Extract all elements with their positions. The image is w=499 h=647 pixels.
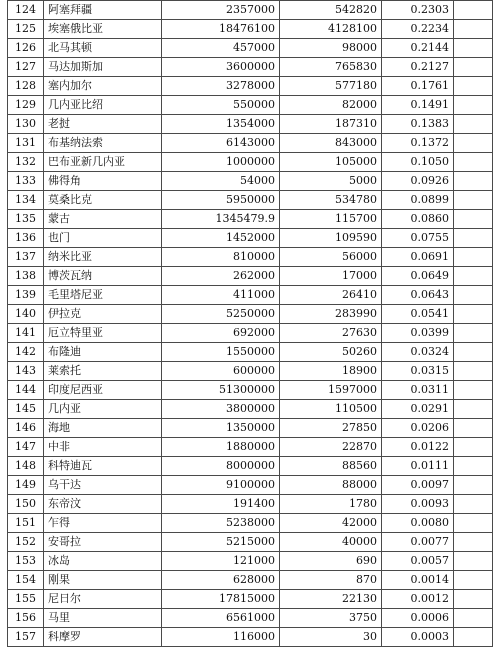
population-cell: 3800000	[162, 400, 280, 419]
value-cell: 88560	[280, 457, 382, 476]
population-cell: 600000	[162, 362, 280, 381]
table-row	[8, 1, 493, 20]
rank-cell: 135	[8, 210, 44, 229]
empty-cell	[454, 533, 493, 552]
empty-cell	[454, 343, 493, 362]
country-name-cell: 毛里塔尼亚	[44, 286, 162, 305]
rank-cell: 134	[8, 191, 44, 210]
population-cell: 1345479.9	[162, 210, 280, 229]
ratio-cell: 0.0649	[382, 267, 454, 286]
value-cell: 82000	[280, 96, 382, 115]
population-cell: 810000	[162, 248, 280, 267]
ratio-cell: 0.0860	[382, 210, 454, 229]
ratio-cell: 0.0006	[382, 609, 454, 628]
empty-cell	[454, 609, 493, 628]
empty-cell	[454, 324, 493, 343]
table-row	[8, 533, 493, 552]
country-name-cell: 北马其顿	[44, 39, 162, 58]
ratio-cell: 0.0097	[382, 476, 454, 495]
empty-cell	[454, 590, 493, 609]
rank-cell: 155	[8, 590, 44, 609]
value-cell: 3750	[280, 609, 382, 628]
population-cell: 6561000	[162, 609, 280, 628]
empty-cell	[454, 457, 493, 476]
ratio-cell: 0.1491	[382, 96, 454, 115]
empty-cell	[454, 419, 493, 438]
value-cell: 109590	[280, 229, 382, 248]
empty-cell	[454, 77, 493, 96]
population-cell: 1880000	[162, 438, 280, 457]
ratio-cell: 0.2234	[382, 20, 454, 39]
empty-cell	[454, 39, 493, 58]
value-cell: 27850	[280, 419, 382, 438]
value-cell: 5000	[280, 172, 382, 191]
value-cell: 1780	[280, 495, 382, 514]
value-cell: 22870	[280, 438, 382, 457]
empty-cell	[454, 286, 493, 305]
ratio-cell: 0.0399	[382, 324, 454, 343]
population-cell: 3600000	[162, 58, 280, 77]
rank-cell: 146	[8, 419, 44, 438]
population-cell: 5238000	[162, 514, 280, 533]
country-name-cell: 几内亚比绍	[44, 96, 162, 115]
empty-cell	[454, 267, 493, 286]
table-row	[8, 96, 493, 115]
empty-cell	[454, 362, 493, 381]
value-cell: 26410	[280, 286, 382, 305]
population-cell: 5950000	[162, 191, 280, 210]
ratio-cell: 0.0324	[382, 343, 454, 362]
value-cell: 534780	[280, 191, 382, 210]
table-row	[8, 628, 493, 647]
table-row	[8, 476, 493, 495]
country-name-cell: 莱索托	[44, 362, 162, 381]
rank-cell: 144	[8, 381, 44, 400]
rank-cell: 142	[8, 343, 44, 362]
ratio-cell: 0.0080	[382, 514, 454, 533]
country-name-cell: 蒙古	[44, 210, 162, 229]
rank-cell: 145	[8, 400, 44, 419]
empty-cell	[454, 381, 493, 400]
value-cell: 542820	[280, 1, 382, 20]
value-cell: 30	[280, 628, 382, 647]
country-name-cell: 科特迪瓦	[44, 457, 162, 476]
empty-cell	[454, 476, 493, 495]
ratio-cell: 0.0206	[382, 419, 454, 438]
country-name-cell: 莫桑比克	[44, 191, 162, 210]
rank-cell: 140	[8, 305, 44, 324]
rank-cell: 148	[8, 457, 44, 476]
population-cell: 121000	[162, 552, 280, 571]
empty-cell	[454, 1, 493, 20]
country-name-cell: 塞内加尔	[44, 77, 162, 96]
ratio-cell: 0.0311	[382, 381, 454, 400]
population-cell: 9100000	[162, 476, 280, 495]
rank-cell: 124	[8, 1, 44, 20]
rank-cell: 147	[8, 438, 44, 457]
table-row	[8, 571, 493, 590]
country-name-cell: 布隆迪	[44, 343, 162, 362]
country-name-cell: 马里	[44, 609, 162, 628]
country-name-cell: 科摩罗	[44, 628, 162, 647]
empty-cell	[454, 248, 493, 267]
empty-cell	[454, 514, 493, 533]
country-name-cell: 老挝	[44, 115, 162, 134]
table-row	[8, 514, 493, 533]
value-cell: 1597000	[280, 381, 382, 400]
rank-cell: 127	[8, 58, 44, 77]
rank-cell: 132	[8, 153, 44, 172]
country-name-cell: 海地	[44, 419, 162, 438]
empty-cell	[454, 400, 493, 419]
value-cell: 17000	[280, 267, 382, 286]
value-cell: 22130	[280, 590, 382, 609]
ratio-cell: 0.0077	[382, 533, 454, 552]
country-name-cell: 安哥拉	[44, 533, 162, 552]
ratio-cell: 0.1383	[382, 115, 454, 134]
table-row	[8, 609, 493, 628]
empty-cell	[454, 58, 493, 77]
ratio-cell: 0.0003	[382, 628, 454, 647]
value-cell: 870	[280, 571, 382, 590]
table-body	[8, 1, 493, 647]
rank-cell: 136	[8, 229, 44, 248]
ratio-cell: 0.0122	[382, 438, 454, 457]
ratio-cell: 0.0111	[382, 457, 454, 476]
empty-cell	[454, 438, 493, 457]
empty-cell	[454, 305, 493, 324]
ratio-cell: 0.0291	[382, 400, 454, 419]
country-name-cell: 乌干达	[44, 476, 162, 495]
empty-cell	[454, 115, 493, 134]
population-cell: 692000	[162, 324, 280, 343]
table-row	[8, 438, 493, 457]
rank-cell: 157	[8, 628, 44, 647]
empty-cell	[454, 495, 493, 514]
ratio-cell: 0.0093	[382, 495, 454, 514]
ratio-cell: 0.1372	[382, 134, 454, 153]
value-cell: 765830	[280, 58, 382, 77]
value-cell: 843000	[280, 134, 382, 153]
rank-cell: 129	[8, 96, 44, 115]
country-name-cell: 几内亚	[44, 400, 162, 419]
population-cell: 628000	[162, 571, 280, 590]
country-ratio-table	[7, 0, 493, 647]
table-row	[8, 381, 493, 400]
country-name-cell: 也门	[44, 229, 162, 248]
value-cell: 88000	[280, 476, 382, 495]
population-cell: 116000	[162, 628, 280, 647]
empty-cell	[454, 552, 493, 571]
rank-cell: 137	[8, 248, 44, 267]
empty-cell	[454, 153, 493, 172]
table-row	[8, 153, 493, 172]
value-cell: 110500	[280, 400, 382, 419]
value-cell: 42000	[280, 514, 382, 533]
table-row	[8, 229, 493, 248]
table-row	[8, 39, 493, 58]
population-cell: 18476100	[162, 20, 280, 39]
ratio-cell: 0.2127	[382, 58, 454, 77]
country-name-cell: 厄立特里亚	[44, 324, 162, 343]
value-cell: 56000	[280, 248, 382, 267]
country-name-cell: 布基纳法索	[44, 134, 162, 153]
rank-cell: 151	[8, 514, 44, 533]
empty-cell	[454, 96, 493, 115]
population-cell: 5215000	[162, 533, 280, 552]
empty-cell	[454, 628, 493, 647]
rank-cell: 130	[8, 115, 44, 134]
ratio-cell: 0.0899	[382, 191, 454, 210]
population-cell: 1550000	[162, 343, 280, 362]
ratio-cell: 0.0541	[382, 305, 454, 324]
rank-cell: 133	[8, 172, 44, 191]
population-cell: 457000	[162, 39, 280, 58]
country-name-cell: 中非	[44, 438, 162, 457]
table-row	[8, 77, 493, 96]
ratio-cell: 0.0755	[382, 229, 454, 248]
population-cell: 6143000	[162, 134, 280, 153]
population-cell: 1354000	[162, 115, 280, 134]
table-row	[8, 248, 493, 267]
country-name-cell: 伊拉克	[44, 305, 162, 324]
table-row	[8, 419, 493, 438]
population-cell: 17815000	[162, 590, 280, 609]
empty-cell	[454, 172, 493, 191]
value-cell: 4128100	[280, 20, 382, 39]
table-row	[8, 210, 493, 229]
country-name-cell: 埃塞俄比亚	[44, 20, 162, 39]
country-name-cell: 巴布亚新几内亚	[44, 153, 162, 172]
value-cell: 98000	[280, 39, 382, 58]
table-row	[8, 400, 493, 419]
ratio-cell: 0.1761	[382, 77, 454, 96]
rank-cell: 125	[8, 20, 44, 39]
table-row	[8, 134, 493, 153]
value-cell: 187310	[280, 115, 382, 134]
population-cell: 262000	[162, 267, 280, 286]
country-name-cell: 乍得	[44, 514, 162, 533]
empty-cell	[454, 571, 493, 590]
value-cell: 283990	[280, 305, 382, 324]
rank-cell: 150	[8, 495, 44, 514]
table-row	[8, 457, 493, 476]
table-row	[8, 20, 493, 39]
country-name-cell: 阿塞拜疆	[44, 1, 162, 20]
value-cell: 690	[280, 552, 382, 571]
rank-cell: 143	[8, 362, 44, 381]
population-cell: 1350000	[162, 419, 280, 438]
population-cell: 411000	[162, 286, 280, 305]
population-cell: 51300000	[162, 381, 280, 400]
rank-cell: 149	[8, 476, 44, 495]
value-cell: 115700	[280, 210, 382, 229]
rank-cell: 128	[8, 77, 44, 96]
ratio-cell: 0.2303	[382, 1, 454, 20]
country-name-cell: 纳米比亚	[44, 248, 162, 267]
table-row	[8, 172, 493, 191]
value-cell: 105000	[280, 153, 382, 172]
population-cell: 3278000	[162, 77, 280, 96]
rank-cell: 139	[8, 286, 44, 305]
ratio-cell: 0.0057	[382, 552, 454, 571]
country-name-cell: 博茨瓦纳	[44, 267, 162, 286]
population-cell: 1000000	[162, 153, 280, 172]
ratio-cell: 0.2144	[382, 39, 454, 58]
value-cell: 27630	[280, 324, 382, 343]
rank-cell: 154	[8, 571, 44, 590]
empty-cell	[454, 210, 493, 229]
table-row	[8, 590, 493, 609]
table-row	[8, 343, 493, 362]
rank-cell: 153	[8, 552, 44, 571]
table-row	[8, 495, 493, 514]
rank-cell: 126	[8, 39, 44, 58]
value-cell: 577180	[280, 77, 382, 96]
country-name-cell: 东帝汶	[44, 495, 162, 514]
ratio-cell: 0.0691	[382, 248, 454, 267]
country-name-cell: 刚果	[44, 571, 162, 590]
ratio-cell: 0.0315	[382, 362, 454, 381]
country-name-cell: 佛得角	[44, 172, 162, 191]
rank-cell: 141	[8, 324, 44, 343]
ratio-cell: 0.1050	[382, 153, 454, 172]
country-name-cell: 尼日尔	[44, 590, 162, 609]
table-row	[8, 305, 493, 324]
rank-cell: 138	[8, 267, 44, 286]
value-cell: 50260	[280, 343, 382, 362]
empty-cell	[454, 134, 493, 153]
empty-cell	[454, 229, 493, 248]
population-cell: 550000	[162, 96, 280, 115]
ratio-cell: 0.0012	[382, 590, 454, 609]
population-cell: 2357000	[162, 1, 280, 20]
rank-cell: 131	[8, 134, 44, 153]
population-cell: 1452000	[162, 229, 280, 248]
value-cell: 18900	[280, 362, 382, 381]
population-cell: 5250000	[162, 305, 280, 324]
rank-cell: 156	[8, 609, 44, 628]
empty-cell	[454, 20, 493, 39]
rank-cell: 152	[8, 533, 44, 552]
table-row	[8, 58, 493, 77]
population-cell: 54000	[162, 172, 280, 191]
ratio-cell: 0.0643	[382, 286, 454, 305]
table-row	[8, 191, 493, 210]
ratio-cell: 0.0014	[382, 571, 454, 590]
empty-cell	[454, 191, 493, 210]
value-cell: 40000	[280, 533, 382, 552]
country-name-cell: 马达加斯加	[44, 58, 162, 77]
country-name-cell: 印度尼西亚	[44, 381, 162, 400]
table-row	[8, 115, 493, 134]
table-row	[8, 267, 493, 286]
ratio-cell: 0.0926	[382, 172, 454, 191]
country-name-cell: 冰岛	[44, 552, 162, 571]
table-row	[8, 552, 493, 571]
table-row	[8, 324, 493, 343]
table-row	[8, 286, 493, 305]
population-cell: 8000000	[162, 457, 280, 476]
population-cell: 191400	[162, 495, 280, 514]
table-row	[8, 362, 493, 381]
